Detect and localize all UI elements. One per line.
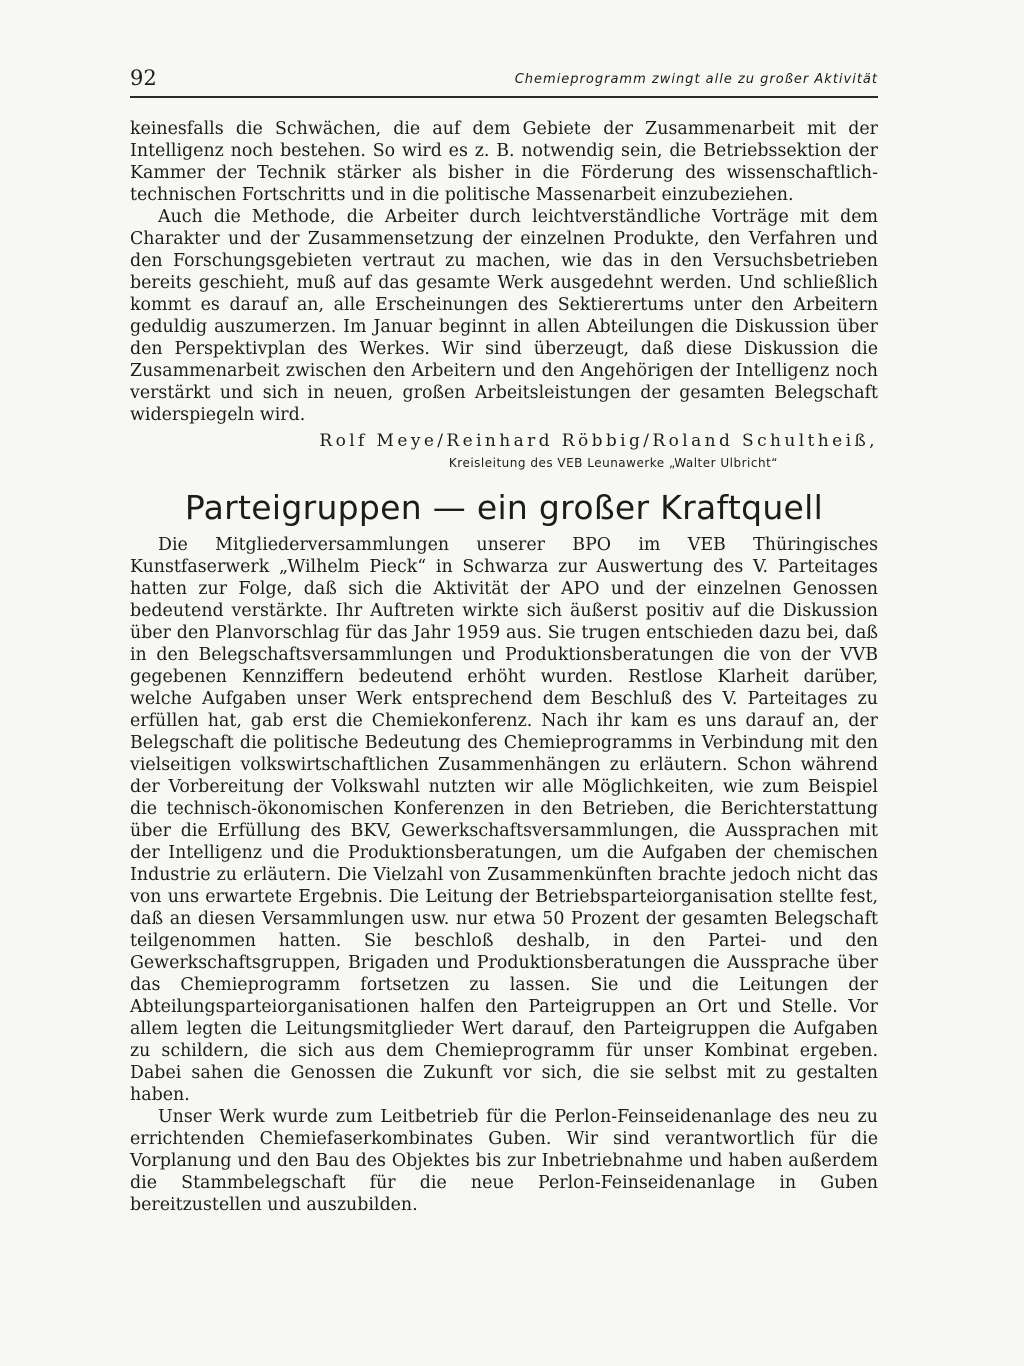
running-head: Chemieprogramm zwingt alle zu großer Aktivität [514, 72, 878, 87]
signature-block [130, 430, 878, 472]
signature-names: Rolf Meye/Reinhard Röbbig/Roland Schultheiß, [319, 431, 878, 451]
article-body [130, 534, 878, 1216]
continuation-text [130, 118, 878, 426]
article-title: Parteigruppen — ein großer Kraftquell [184, 488, 824, 527]
article-paragraph-1: Die Mitgliederversammlungen unserer BPO im VEB Thüringisches Kunstfaserwerk „Wilhelm Pieck“ in Schwarza zur Auswertung des V. Parteitages hatten zur Folge, daß sich die Aktivität der APO und der einzelnen Genossen bedeutend verstärkte. Ihr Auftreten wirkte sich äußerst positiv auf die Diskussion über den Planvorschlag für das Jahr 1959 aus. Sie trugen entschieden dazu bei, daß in den Belegschaftsversammlungen und Produktionsberatungen die von der VVB gegebenen Kennziffern bedeutend erhöht wurden. Restlose Klarheit darüber, welche Aufgaben unser Werk entsprechend dem Beschluß des V. Parteitages zu erfüllen hat, gab erst die Chemiekonferenz. Nach ihr kam es uns darauf an, der Belegschaft die politische Bedeutung des Chemieprogramms in Verbindung mit den vielseitigen volkswirtschaftlichen Zusammenhängen zu erläutern. Schon während der Vorbereitung der Volkswahl nutzten wir alle Möglichkeiten, wie zum Beispiel die technisch-ökonomischen Konferenzen in den Betrieben, die Berichterstattung über die Erfüllung des BKV, Gewerkschaftsversammlungen, die Aussprachen mit der Intelligenz und die Produktionsberatungen, um die Aufgaben der chemischen Industrie zu erläutern. Die Vielzahl von Zusammenkünften brachte jedoch nicht das von uns erwartete Ergebnis. Die Leitung der Betriebsparteiorganisation stellte fest, daß an diesen Versammlungen usw. nur etwa 50 Prozent der gesamten Belegschaft teilgenommen hatten. Sie beschloß deshalb, in den Partei- und den Gewerkschaftsgruppen, Brigaden und Produktionsberatungen die Aussprache über das Chemieprogramm fortsetzen zu lassen. Sie und die Leitungen der Abteilungsparteiorganisationen halfen den Parteigruppen an Ort und Stelle. Vor allem legten die Leitungsmitglieder Wert darauf, den Parteigruppen die Aufgaben zu schildern, die sich aus dem Chemieprogramm für unser Kombinat ergeben. Dabei sahen die Genossen die Zukunft vor sich, die sie selbst mit zu gestalten haben. [130, 535, 878, 1105]
signature-organization: Kreisleitung des VEB Leunawerke „Walter Ulbricht“ [448, 456, 778, 470]
continuation-paragraph-1: keinesfalls die Schwächen, die auf dem Gebiete der Zusammenarbeit mit der Intelligenz noch bestehen. So wird es z. B. notwendig sein, die Betriebssektion der Kammer der Technik stärker als bisher in die Förderung des wissenschaftlich-technischen Fortschritts und in die politische Massenarbeit einzubeziehen. [130, 119, 878, 205]
page-header [130, 66, 878, 98]
article-paragraph-2: Unser Werk wurde zum Leitbetrieb für die Perlon-Feinseidenanlage des neu zu errichtenden Chemiefaserkombinates Guben. Wir sind verantwortlich für die Vorplanung und den Bau des Objektes bis zur Inbetriebnahme und haben außerdem die Stammbelegschaft für die neue Perlon-Feinseidenanlage in Guben bereitzustellen und auszubilden. [130, 1107, 878, 1215]
continuation-paragraph-2: Auch die Methode, die Arbeiter durch leichtverständliche Vorträge mit dem Charakter und der Zusammensetzung der einzelnen Produkte, den Verfahren und den Forschungsgebieten vertraut zu machen, wie das in den Versuchsbetrieben bereits geschieht, muß auf das gesamte Werk ausgedehnt werden. Und schließlich kommt es darauf an, alle Erscheinungen des Sektierertums unter den Arbeitern geduldig auszumerzen. Im Januar beginnt in allen Abteilungen die Diskussion über den Perspektivplan des Werkes. Wir sind überzeugt, daß diese Diskussion die Zusammenarbeit zwischen den Arbeitern und den Angehörigen der Intelligenz noch verstärkt und sich in neuen, großen Arbeitsleistungen der gesamten Belegschaft widerspiegeln wird. [130, 207, 878, 425]
page-number: 92 [130, 66, 157, 90]
